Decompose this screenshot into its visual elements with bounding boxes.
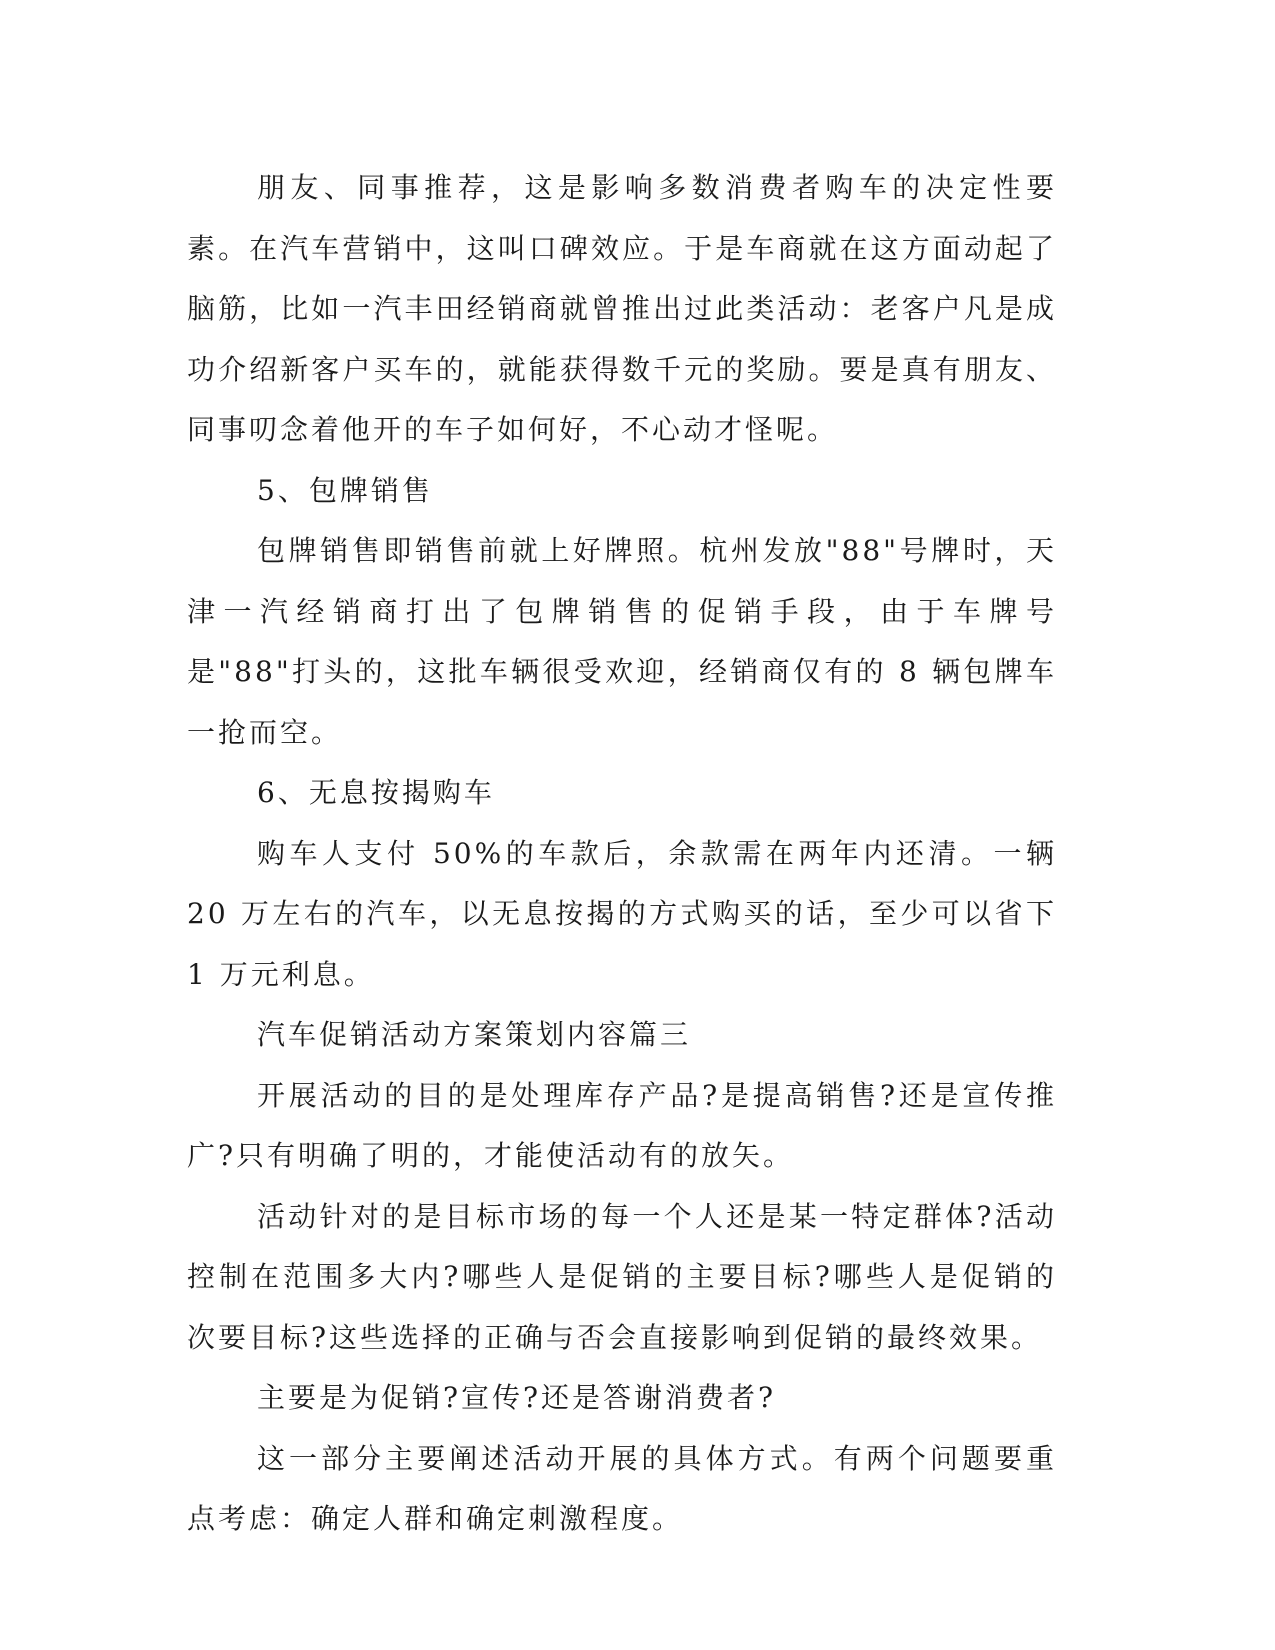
heading-plate-included-sales: 5、包牌销售 (257, 473, 433, 507)
paragraph-activity-purpose: 开展活动的目的是处理库存产品?是提高销售?还是宣传推广?只有明确了明的，才能使活动有的放矢。 (187, 1078, 1057, 1172)
paragraph-plate-included-sales: 包牌销售即销售前就上好牌照。杭州发放"88"号牌时，天津一汽经销商打出了包牌销售的促销手段，由于车牌号是"88"打头的，这批车辆很受欢迎，经销商仅有的 8 辆包牌车一抢而空。 (187, 534, 1057, 749)
paragraph-target-audience: 活动针对的是目标市场的每一个人还是某一特定群体?活动控制在范围多大内?哪些人是促销的主要目标?哪些人是促销的次要目标?这些选择的正确与否会直接影响到促销的最终效果。 (187, 1199, 1057, 1354)
document-body (187, 158, 1057, 1550)
paragraph-activity-theme: 主要是为促销?宣传?还是答谢消费者? (257, 1381, 777, 1414)
heading-interest-free-loan: 6、无息按揭购车 (257, 776, 495, 809)
section-title-part-three: 汽车促销活动方案策划内容篇三 (257, 1018, 692, 1051)
paragraph-interest-free-loan: 购车人支付 50%的车款后，余款需在两年内还清。一辆 20 万左右的汽车，以无息按揭的方式购买的话，至少可以省下 1 万元利息。 (187, 836, 1057, 991)
paragraph-activity-method: 这一部分主要阐述活动开展的具体方式。有两个问题要重点考虑：确定人群和确定刺激程度。 (187, 1441, 1057, 1535)
paragraph-word-of-mouth: 朋友、同事推荐，这是影响多数消费者购车的决定性要素。在汽车营销中，这叫口碑效应。于是车商就在这方面动起了脑筋，比如一汽丰田经销商就曾推出过此类活动：老客户凡是成功介绍新客户买车的，就能获得数千元的奖励。要是真有朋友、同事叨念着他开的车子如何好，不心动才怪呢。 (187, 171, 1057, 446)
